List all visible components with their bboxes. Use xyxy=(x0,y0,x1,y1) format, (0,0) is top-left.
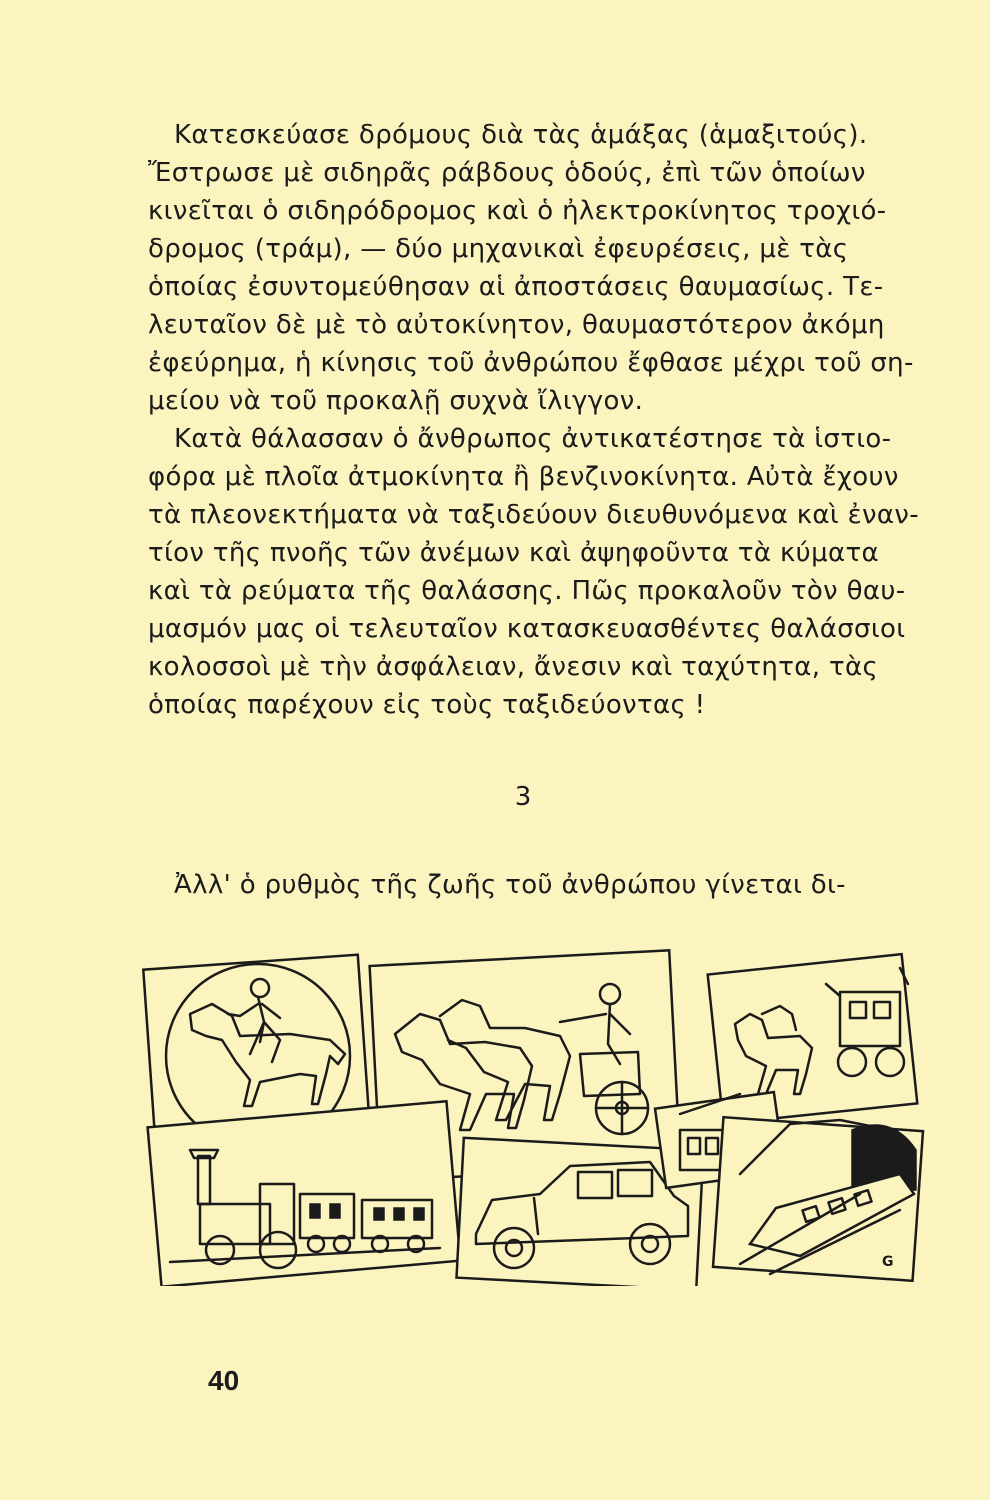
text-line: δρομος (τράμ), — δύο μηχανικαὶ ἐφευρέσεις, μὲ τὰς xyxy=(148,234,849,264)
text-line: τὰ πλεονεκτήματα νὰ ταξιδεύουν διευθυνόμενα καὶ ἐναν- xyxy=(148,500,919,530)
modern-train-panel xyxy=(713,1117,923,1281)
text-line: φόρα μὲ πλοῖα ἀτμοκίνητα ἢ βενζινοκίνητα. Αὐτὰ ἔχουν xyxy=(148,462,899,492)
artist-signature: G xyxy=(882,1254,894,1270)
text-line: Κατὰ θάλασσαν ὁ ἄνθρωπος ἀντικατέστησε τὰ ἱστιο- xyxy=(174,424,892,454)
section-first-line: Ἀλλ' ὁ ρυθμὸς τῆς ζωῆς τοῦ ἀνθρώπου γίνεται δι- xyxy=(174,870,846,900)
text-line: μείου νὰ τοῦ προκαλῇ συχνὰ ἴλιγγον. xyxy=(148,386,644,416)
text-line: μασμόν μας οἱ τελευταῖον κατασκευασθέντες θαλάσσιοι xyxy=(148,614,906,644)
text-line: Ἔστρωσε μὲ σιδηρᾶς ράβδους ὁδούς, ἐπὶ τῶν ὁποίων xyxy=(148,158,866,188)
text-line: ἐφεύρημα, ἡ κίνησις τοῦ ἀνθρώπου ἔφθασε μέχρι τοῦ ση- xyxy=(148,348,914,378)
illustration-transport-history xyxy=(140,944,930,1286)
text-line: καὶ τὰ ρεύματα τῆς θαλάσσης. Πῶς προκαλοῦν τὸν θαυ- xyxy=(148,576,906,606)
section-number: 3 xyxy=(514,782,532,812)
text-line: λευταῖον δὲ μὲ τὸ αὐτοκίνητον, θαυμαστότερον ἀκόμη xyxy=(148,310,885,340)
body-text xyxy=(148,116,919,724)
text-line: κινεῖται ὁ σιδηρόδρομος καὶ ὁ ἠλεκτροκίνητος τροχιό- xyxy=(148,196,887,226)
steam-train-panel xyxy=(148,1101,461,1286)
text-line: ὁποίας ἐσυντομεύθησαν αἱ ἀποστάσεις θαυμασίως. Τε- xyxy=(148,272,884,302)
text-line: Κατεσκεύασε δρόμους διὰ τὰς ἁμάξας (ἁμαξιτούς). xyxy=(174,120,868,150)
text-line: ὁποίας παρέχουν εἰς τοὺς ταξιδεύοντας ! xyxy=(148,690,706,720)
text-line: κολοσσοὶ μὲ τὴν ἀσφάλειαν, ἄνεσιν καὶ ταχύτητα, τὰς xyxy=(148,652,879,682)
page-number: 40 xyxy=(208,1365,240,1396)
text-line: τίον τῆς πνοῆς τῶν ἀνέμων καὶ ἀψηφοῦντα τὰ κύματα xyxy=(148,538,879,568)
